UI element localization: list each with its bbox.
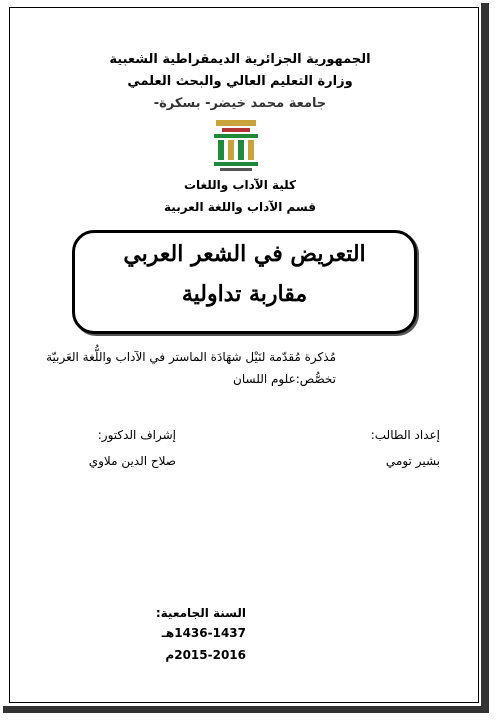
ministry-heading: وزارة التعليم العالي والبحث العلمي: [127, 74, 353, 89]
university-crest-icon: [208, 116, 264, 174]
department-name: قسم الآداب واللغة العربية: [164, 200, 316, 214]
memo-description: مُذكرة مُقدّمة لنَيْل شهَادَة الماستر في الآداب واللُّغة العَربيّة: [46, 350, 336, 364]
thesis-title: التعريض في الشعر العربي: [123, 241, 366, 267]
supervisor-name: صلاح الدين ملاوي: [88, 454, 176, 468]
republic-heading: الجمهورية الجزائرية الديمقراطية الشعبية: [109, 52, 371, 67]
page-frame: [9, 7, 479, 703]
academic-year-gregorian: 2015-2016م: [165, 648, 246, 662]
student-name: بشير تومي: [385, 454, 440, 468]
academic-year-label: السنة الجامعية:: [155, 606, 246, 620]
university-heading: جامعة محمد خيضر- بسكرة-: [153, 96, 327, 111]
title-box: [72, 230, 417, 334]
specialization: تخصُّص:علوم اللسان: [233, 372, 336, 386]
faculty-name: كلية الآداب واللغات: [183, 178, 297, 192]
supervisor-label: إشراف الدكتور:: [97, 428, 176, 442]
thesis-subtitle: مقاربة تداولية: [181, 281, 308, 307]
document-page: [3, 3, 489, 713]
academic-year-hijri: 1436-1437هـ: [161, 626, 246, 640]
student-label: إعداد الطالب:: [370, 428, 440, 442]
